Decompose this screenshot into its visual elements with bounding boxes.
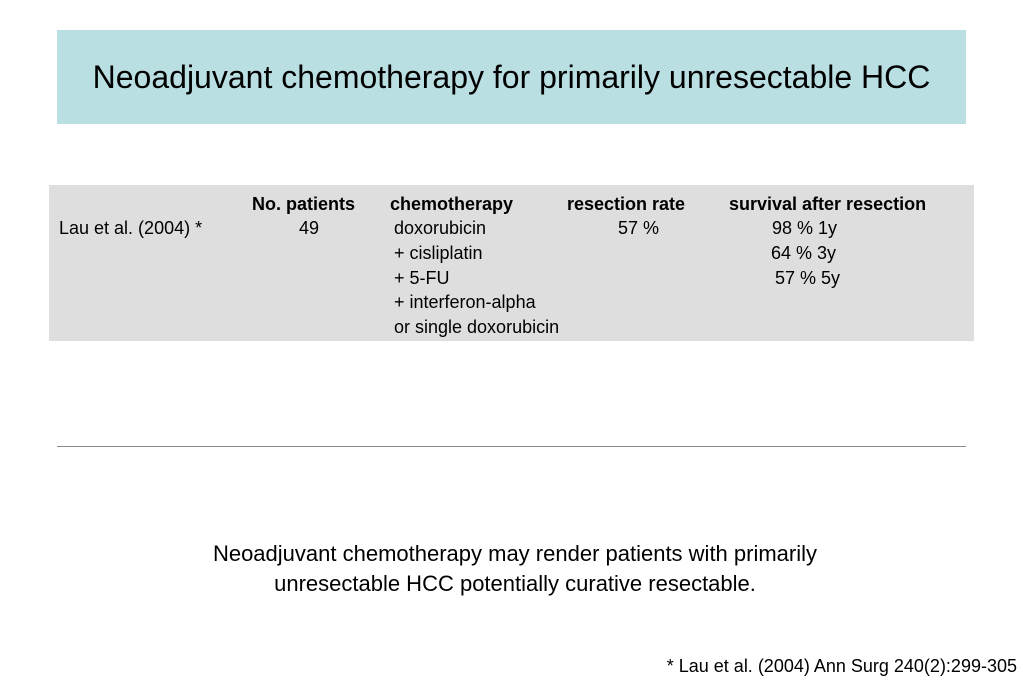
chemotherapy-line: + 5-FU [394,268,450,288]
header-patients: No. patients [252,194,356,214]
study-cell: Lau et al. (2004) * [59,218,203,238]
reference-footnote: * Lau et al. (2004) Ann Surg 240(2):299-305 [666,656,1017,676]
header-resection-rate: resection rate [567,194,686,214]
slide-title-banner [57,30,966,124]
patients-cell: 49 [298,218,320,238]
conclusion-line: unresectable HCC potentially curative resectable. [274,571,756,596]
survival-line: 98 % 1y [772,218,838,238]
conclusion-line: Neoadjuvant chemotherapy may render patients with primarily [212,541,818,566]
divider-line [57,446,966,447]
chemotherapy-line: doxorubicin [394,218,487,238]
header-chemotherapy: chemotherapy [390,194,514,214]
chemotherapy-line: + cisliplatin [394,243,483,263]
chemotherapy-line: + interferon-alpha [394,292,536,312]
header-survival: survival after resection [729,194,927,214]
conclusion-text [115,539,915,599]
survival-line: 64 % 3y [771,243,837,263]
resection-rate-cell: 57 % [618,218,660,238]
chemotherapy-line: or single doxorubicin [394,317,560,337]
survival-line: 57 % 5y [775,268,841,288]
study-table [49,185,974,341]
slide-title: Neoadjuvant chemotherapy for primarily unresectable HCC [92,59,931,95]
